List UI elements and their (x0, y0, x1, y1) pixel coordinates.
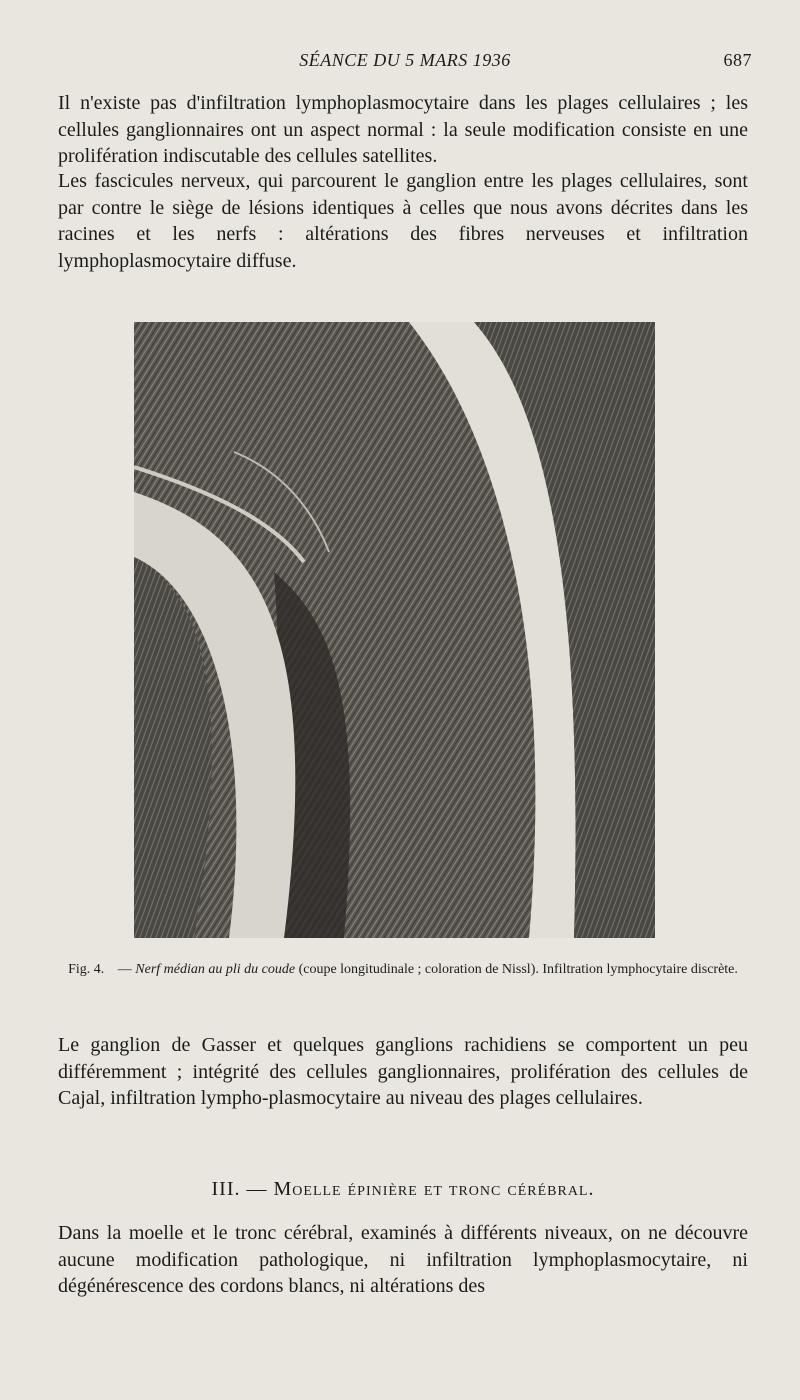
caption-dash: — (117, 962, 132, 977)
micrograph-figure (134, 322, 655, 938)
figure-label: Fig. 4. (68, 962, 105, 977)
paragraph-1: Il n'existe pas d'infiltration lymphoplasmocytaire dans les plages cellulaires ; les cellules ganglionnaires ont un aspect normal : la seule modification consiste en une prolifération indiscutable des cellules satellites. (58, 92, 748, 168)
section-dash: — (246, 1178, 268, 1200)
section-number: III. (211, 1178, 241, 1200)
paragraph-2: Les fascicules nerveux, qui parcourent le ganglion entre les plages cellulaires, sont par contre le siège de lésions identiques à celles que nous avons décrites dans les racines et les nerfs : altérations des fibres nerveuses et infiltration lymphoplasmocytaire diffuse. (58, 170, 748, 272)
caption-text: (coupe longitudinale ; coloration de Nissl). Infiltration lymphocytaire discrète. (298, 962, 738, 977)
running-header (58, 50, 752, 76)
figure-caption (58, 962, 748, 978)
section-title: Moelle épinière et tronc cérébral. (273, 1178, 595, 1200)
page-number: 687 (723, 50, 752, 70)
paragraph-3: Le ganglion de Gasser et quelques ganglions rachidiens se comportent un peu différemment ; intégrité des cellules ganglionnaires, prolifération des cellules de Cajal, infiltration lympho-plasmocytaire au niveau des plages cellulaires. (58, 1034, 748, 1110)
running-title: SÉANCE DU 5 MARS 1936 (299, 50, 511, 70)
paragraph-4: Dans la moelle et le tronc cérébral, examinés à différents niveaux, on ne découvre aucune modification pathologique, ni infiltration lymphoplasmocytaire, ni dégénérescence des cordons blancs, ni altérations des (58, 1222, 748, 1298)
micrograph-image (134, 322, 655, 938)
figure-title: Nerf médian au pli du coude (135, 962, 296, 977)
section-heading (58, 1178, 748, 1201)
